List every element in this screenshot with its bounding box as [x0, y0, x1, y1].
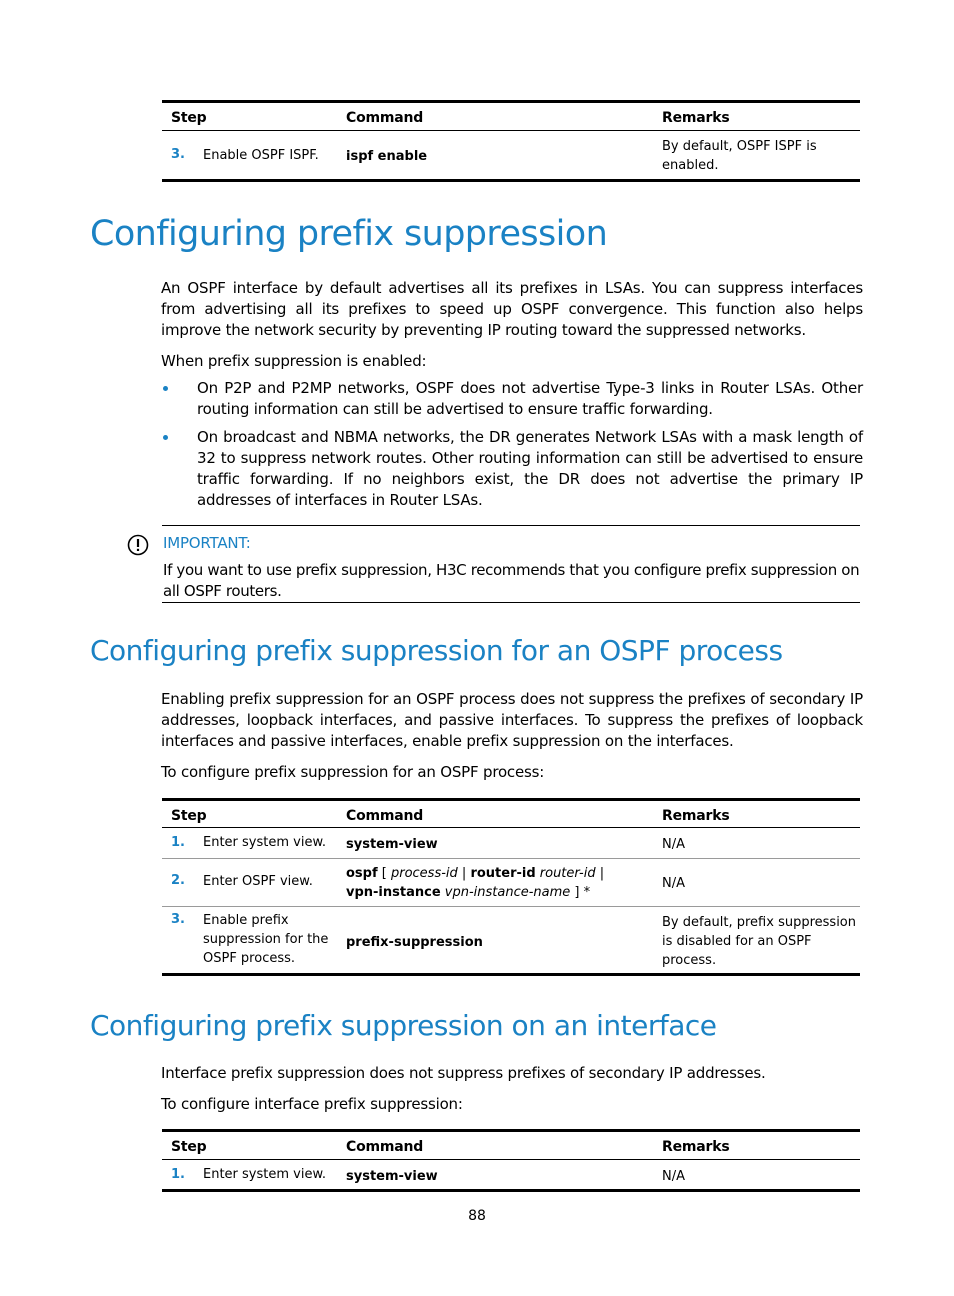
bullet-item: On broadcast and NBMA networks, the DR generates Network LSAs with a mask length of 32 to suppress network routes. Other routing information can still be advertised to ensure traffic forwarding. If no neighbors exist, the DR does not advertise the primary IP addresses of interfaces in Router LSAs. — [197, 428, 863, 509]
important-bottom-rule — [162, 602, 860, 603]
page-number: 88 — [468, 1208, 486, 1224]
interface-paragraph: Interface prefix suppression does not suppress prefixes of secondary IP addresses. — [161, 1064, 766, 1082]
section-title: Configuring prefix suppression — [90, 214, 608, 254]
command-text: ospf [ process-id | router-id router-id | vpn-instance vpn-instance-name ] * — [346, 866, 605, 900]
header-step: Step — [171, 110, 207, 126]
header-command: Command — [346, 110, 424, 126]
header-remarks: Remarks — [662, 110, 730, 126]
remarks-text: N/A — [662, 1169, 685, 1184]
ispf-table — [162, 100, 860, 184]
important-icon — [127, 534, 149, 556]
header-command: Command — [346, 808, 424, 824]
header-remarks: Remarks — [662, 808, 730, 824]
step-description: Enter system view. — [203, 1167, 327, 1182]
step-description: Enable OSPF ISPF. — [203, 148, 319, 163]
process-paragraph: Enabling prefix suppression for an OSPF process does not suppress the prefixes of secondary IP addresses, loopback interfaces, and passive interfaces. To suppress the prefixes of loopback interfaces and passive interfaces, enable prefix suppression on the interfaces. — [161, 690, 863, 750]
command-text: prefix-suppression — [346, 935, 483, 950]
header-remarks: Remarks — [662, 1139, 730, 1155]
interface-section-title: Configuring prefix suppression on an interface — [90, 1009, 717, 1042]
remarks-text: N/A — [662, 837, 685, 852]
step-description: Enable prefix suppression for the OSPF process. — [203, 913, 329, 966]
when-paragraph: When prefix suppression is enabled: — [161, 352, 427, 370]
process-table — [162, 798, 860, 978]
important-top-rule — [162, 525, 860, 526]
step-number: 1. — [171, 835, 185, 850]
command-text: system-view — [346, 1169, 438, 1184]
important-label: IMPORTANT: — [163, 534, 251, 552]
interface-lead: To configure interface prefix suppression: — [161, 1095, 463, 1113]
step-description: Enter system view. — [203, 835, 327, 850]
process-lead: To configure prefix suppression for an OSPF process: — [161, 763, 545, 781]
interface-table — [162, 1129, 860, 1193]
important-text: If you want to use prefix suppression, H3C recommends that you configure prefix suppression on all OSPF routers. — [163, 561, 860, 600]
process-section-title: Configuring prefix suppression for an OSPF process — [90, 634, 783, 667]
header-step: Step — [171, 808, 207, 824]
step-number: 1. — [171, 1167, 185, 1182]
remarks-text: By default, prefix suppression is disabled for an OSPF process. — [662, 915, 856, 968]
remarks-text: N/A — [662, 876, 685, 891]
step-description: Enter OSPF view. — [203, 874, 313, 889]
remarks-text: By default, OSPF ISPF is enabled. — [662, 139, 817, 173]
bullet-item: On P2P and P2MP networks, OSPF does not advertise Type-3 links in Router LSAs. Other routing information can still be advertised to ensure traffic forwarding. — [197, 379, 863, 418]
bullet-icon — [163, 386, 168, 391]
intro-paragraph: An OSPF interface by default advertises all its prefixes in LSAs. You can suppress interfaces from advertising all its prefixes to speed up OSPF convergence. This function also helps improve the network security by preventing IP routing toward the suppressed networks. — [161, 279, 863, 339]
command-text: ispf enable — [346, 149, 428, 164]
step-number: 2. — [171, 873, 185, 888]
bullet-icon — [163, 435, 168, 440]
header-command: Command — [346, 1139, 424, 1155]
command-text: system-view — [346, 837, 438, 852]
step-number: 3. — [171, 147, 185, 162]
step-number: 3. — [171, 912, 185, 927]
header-step: Step — [171, 1139, 207, 1155]
